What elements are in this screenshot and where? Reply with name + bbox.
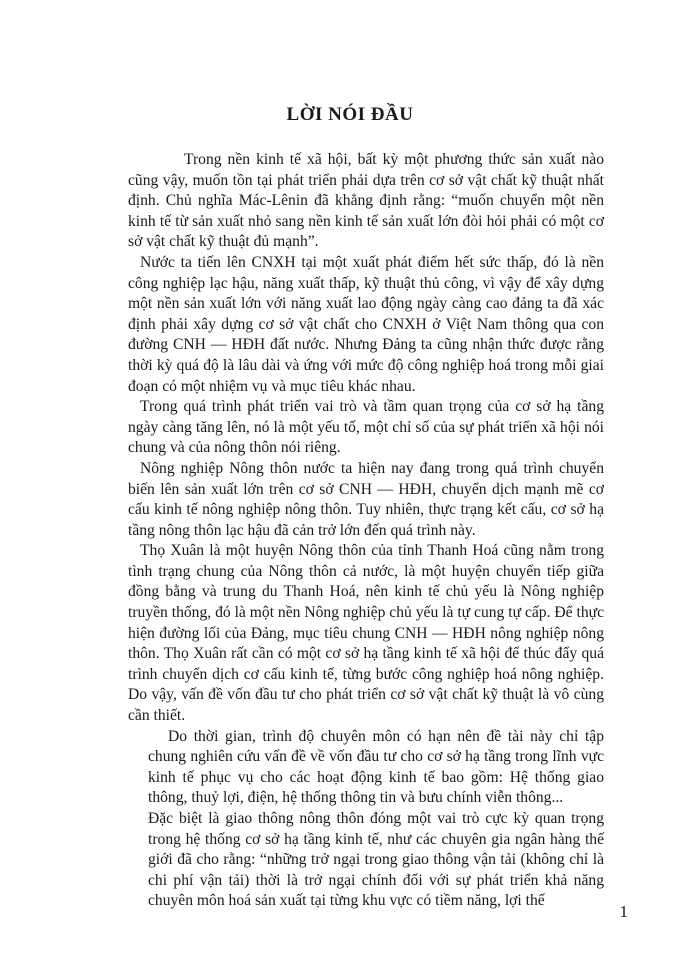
body-text — [128, 150, 604, 912]
paragraph-cnxh: Nước ta tiến lên CNXH tại một xuất phát điểm hết sức thấp, đó là nền công nghiệp lạc hậu, năng xuất thấp, kỹ thuật thủ công, vì vậy để xây dựng một nền sản xuất lớn với năng xuất lao động ngày càng cao đảng ta đã xác định phải xây dựng cơ sở vật chất cho CNXH ở Việt Nam thông qua con đường CNH — HĐH đất nước. Nhưng Đảng ta cũng nhận thức được rằng thời kỳ quá độ là lâu dài và ứng với mức độ công nghiệp hoá trong mỗi giai đoạn có một nhiệm vụ và mục tiêu khác nhau. — [128, 253, 604, 395]
paragraph-scope: Do thời gian, trình độ chuyên môn có hạn nên đề tài này chỉ tập chung nghiên cứu vấn đề về vốn đầu tư cho cơ sở hạ tầng trong lĩnh vực kinh tế phục vụ cho các hoạt động kinh tế bao gồm: Hệ thống giao thông, thuỷ lợi, điện, hệ thống thông tin và bưu chính viễn thông... — [148, 727, 604, 807]
paragraph-rural-agriculture: Nông nghiệp Nông thôn nước ta hiện nay đang trong quá trình chuyển biến lên sản xuất lớn trên cơ sở CNH — HĐH, chuyển dịch mạnh mẽ cơ cấu kinh tế nông nghiệp nông thôn. Tuy nhiên, thực trạng kết cấu, cơ sở hạ tầng nông thôn lạc hậu đã cản trở lớn đến quá trình này. — [128, 459, 604, 539]
paragraph-intro: Trong nền kinh tế xã hội, bất kỳ một phương thức sản xuất nào cũng vậy, muốn tồn tại phát triển phải dựa trên cơ sở vật chất kỹ thuật nhất định. Chủ nghĩa Mác-Lênin đã khẳng định rằng: “muốn chuyển một nền kinh tế từ sản xuất nhỏ sang nền kinh tế sản xuất lớn đòi hỏi phải có một cơ sở vật chất kỹ thuật đủ mạnh”. — [128, 151, 604, 251]
page-number: 1 — [619, 902, 628, 921]
page-title: LỜI NÓI ĐẦU — [286, 104, 414, 125]
paragraph-transport: Đặc biệt là giao thông nông thôn đóng một vai trò cực kỳ quan trọng trong hệ thống cơ sở hạ tầng kinh tế, như các chuyên gia ngân hàng thế giới đã cho rằng: “những trở ngại trong giao thông vận tải (không chỉ là chi phí vận tải) thời là trở ngại chính đối với sự phát triển khả năng chuyên môn hoá sản xuất tại từng khu vực có tiềm năng, lợi thế — [148, 810, 604, 910]
paragraph-tho-xuan: Thọ Xuân là một huyện Nông thôn của tỉnh Thanh Hoá cũng nằm trong tình trạng chung của Nông thôn cả nước, là một huyện chuyển tiếp giữa đồng bằng và trung du Thanh Hoá, nên kinh tế chủ yếu là Nông nghiệp truyền thống, đó là một nền Nông nghiệp chủ yếu là tự cung tự cấp. Để thực hiện đường lối của Đảng, mục tiêu chung CNH — HĐH nông nghiệp nông thôn. Thọ Xuân rất cần có một cơ sở hạ tầng kinh tế xã hội để thúc đẩy quá trình chuyển dịch cơ cấu kinh tế, từng bước công nghiệp hoá nông nghiệp. Do vậy, vấn đề vốn đầu tư cho phát triển cơ sở vật chất kỹ thuật là vô cùng cần thiết. — [128, 542, 604, 725]
paragraph-infrastructure-role: Trong quá trình phát triển vai trò và tầm quan trọng của cơ sở hạ tầng ngày càng tăng lên, nó là một yếu tố, một chỉ số của sự phát triển xã hội nói chung và của nông thôn nói riêng. — [128, 398, 604, 457]
